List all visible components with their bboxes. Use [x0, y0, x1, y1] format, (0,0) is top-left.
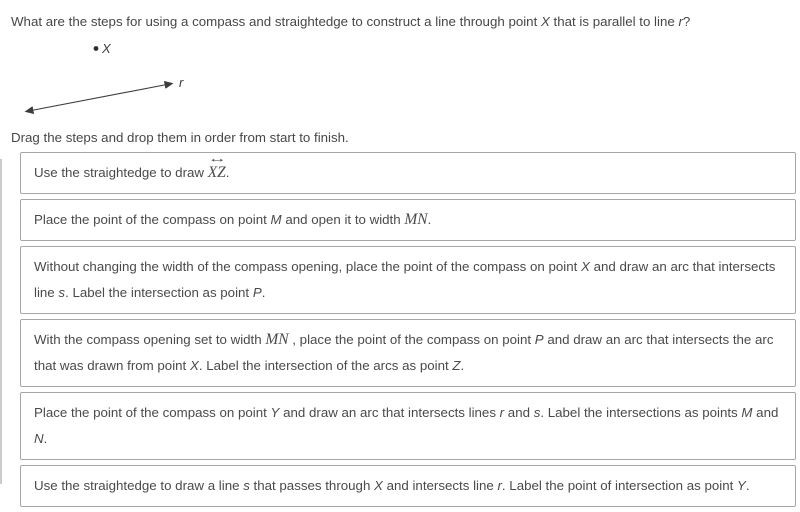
construction-diagram [0, 30, 230, 125]
step-text: Place the point of the compass on point M and open it to width MN. [34, 211, 432, 228]
point-x-label: X [102, 41, 111, 56]
left-edge-rule [0, 159, 2, 484]
step-card-1[interactable] [20, 152, 796, 194]
step-text: Place the point of the compass on point Y and draw an arc that intersects lines r and s. Label the intersections as points M and N. [34, 405, 779, 446]
step-card-2[interactable] [20, 199, 796, 241]
line-notation-arrow: ↔ [206, 153, 227, 165]
step-card-4[interactable] [20, 319, 796, 387]
step-card-3[interactable] [20, 246, 796, 314]
point-x-dot [94, 46, 99, 51]
steps-list [20, 152, 796, 512]
drag-instruction: Drag the steps and drop them in order from start to finish. [11, 130, 349, 145]
step-text: Use the straightedge to draw ↔ XZ. [34, 153, 230, 181]
step-text: With the compass opening set to width MN , place the point of the compass on point P and draw an arc that intersects the arc that was drawn from point X. Label the intersection of the arcs as point Z. [34, 331, 774, 373]
step-card-5[interactable] [20, 392, 796, 460]
line-r-label: r [179, 75, 184, 90]
line-r [26, 84, 172, 112]
step-text: Without changing the width of the compass opening, place the point of the compass on point X and draw an arc that intersects line s. Label the intersection as point P. [34, 259, 776, 300]
step-card-6[interactable] [20, 465, 796, 507]
question-text: What are the steps for using a compass and straightedge to construct a line through point X that is parallel to line r? [11, 14, 691, 29]
step-text: Use the straightedge to draw a line s that passes through X and intersects line r. Label the point of intersection as point Y. [34, 478, 750, 493]
